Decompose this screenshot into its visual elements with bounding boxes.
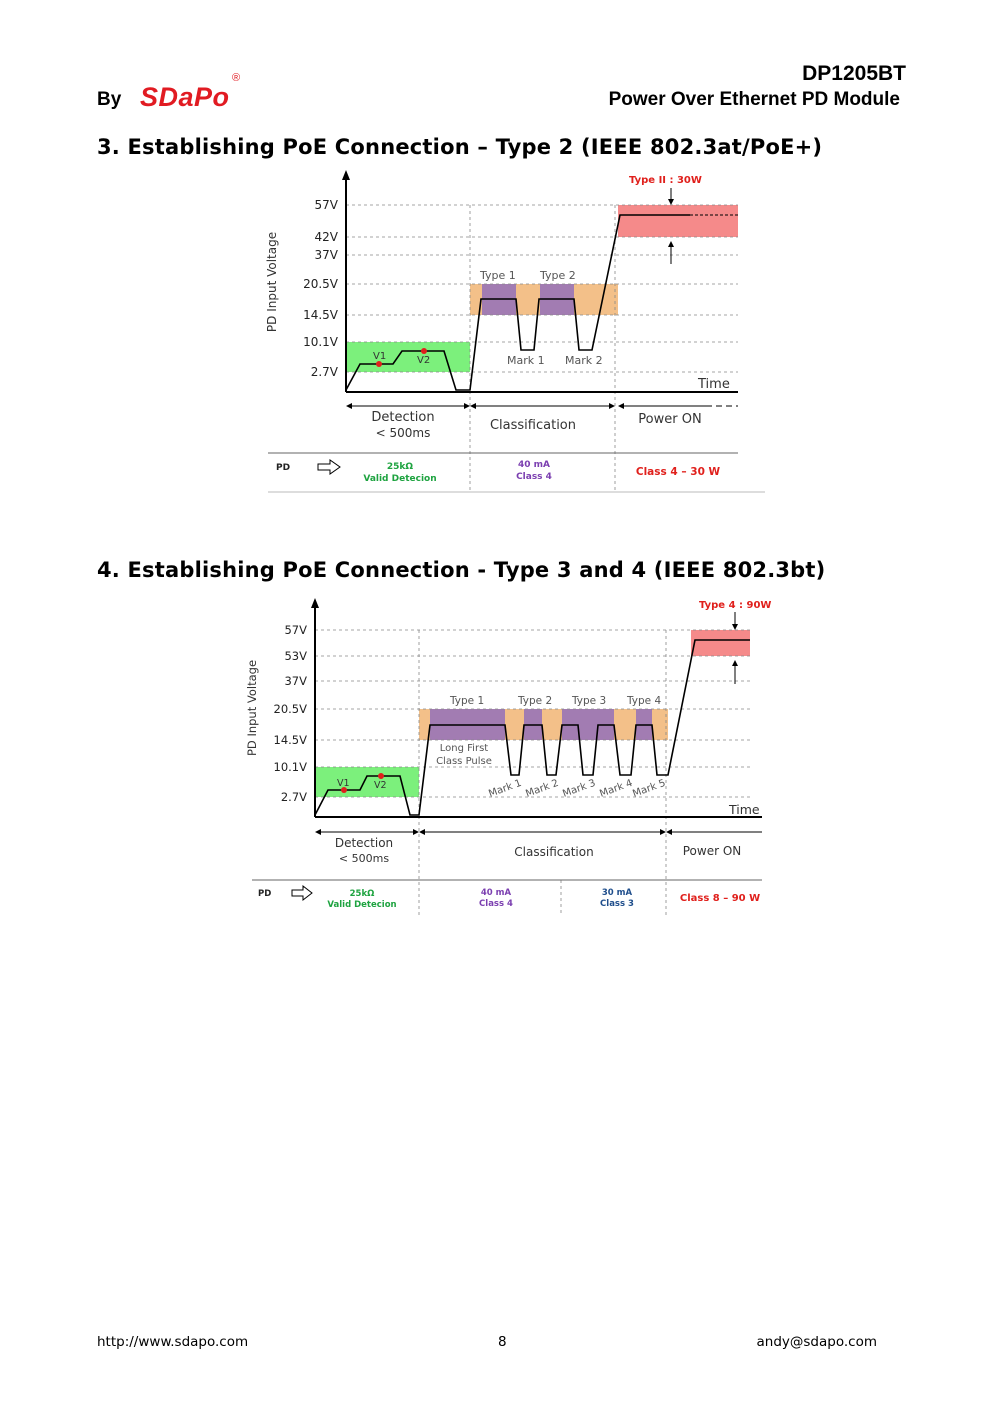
- bt-type2-label: Type 2: [518, 695, 553, 707]
- tick-37v: 37V: [314, 248, 338, 262]
- bt-tick-53v: 53V: [284, 649, 307, 663]
- registered-mark: ®: [232, 72, 241, 84]
- bt-tick-2-7v: 2.7V: [280, 790, 307, 804]
- y-axis-label: PD Input Voltage: [265, 231, 279, 333]
- bt-pd-class-current-1: 40 mA: [480, 888, 512, 898]
- bt-mark1-label: Mark 1: [487, 777, 524, 800]
- tick-10-1v: 10.1V: [303, 335, 338, 349]
- document-subtitle: Power Over Ethernet PD Module: [608, 89, 900, 110]
- model-number: DP1205BT: [802, 62, 906, 85]
- bt-v1-label: V1: [337, 778, 350, 789]
- detection-zone: [346, 342, 470, 372]
- bt-tick-20-5v: 20.5V: [273, 702, 307, 716]
- footer-url[interactable]: http://www.sdapo.com: [97, 1334, 249, 1350]
- bt-type3-label: Type 3: [572, 695, 607, 707]
- tick-57v: 57V: [314, 198, 338, 212]
- bt-mark4-label: Mark 4: [598, 777, 635, 800]
- bt-y-axis-label: PD Input Voltage: [245, 659, 259, 757]
- sdapo-logo: SDaPo: [140, 82, 230, 112]
- bt-pd-power: Class 8 – 90 W: [679, 893, 761, 904]
- bt-long-pulse-line2: Class Pulse: [436, 756, 492, 767]
- bt-tick-57v: 57V: [284, 623, 307, 637]
- bt-pd-detect-value: 25kΩ: [349, 889, 375, 899]
- mark1-label: Mark 1: [507, 354, 545, 367]
- v2-point: [421, 348, 427, 354]
- bt-long-pulse-line1: Long First: [439, 743, 489, 754]
- section-3-title: 3. Establishing PoE Connection – Type 2 (IEEE 802.3at/PoE+): [97, 135, 823, 159]
- bt-power-label: Type 4 : 90W: [699, 600, 772, 611]
- footer-email[interactable]: andy@sdapo.com: [756, 1334, 877, 1350]
- bt-power-zone: [691, 630, 750, 656]
- pd-power: Class 4 – 30 W: [635, 466, 721, 478]
- bt-pd-label: PD: [258, 889, 272, 899]
- bt-detection-zone: [315, 767, 419, 797]
- bt-pd-class-current-2: 30 mA: [601, 888, 633, 898]
- type2-label: Type 2: [540, 269, 576, 282]
- bt-mark5-label: Mark 5: [631, 777, 668, 800]
- pd-class-name: Class 4: [516, 472, 552, 482]
- phase-detection: Detection: [371, 410, 435, 425]
- tick-14-5v: 14.5V: [303, 308, 338, 322]
- bt-tick-14-5v: 14.5V: [273, 733, 307, 747]
- tick-20-5v: 20.5V: [303, 277, 338, 291]
- type1-label: Type 1: [480, 269, 516, 282]
- bt-phase-detection-time: < 500ms: [338, 852, 390, 865]
- v1-label: V1: [373, 351, 387, 362]
- pd-label: PD: [276, 463, 291, 473]
- bt-type4-label: Type 4: [627, 695, 662, 707]
- phase-power-on: Power ON: [638, 412, 702, 427]
- bt-mark3-label: Mark 3: [561, 777, 598, 800]
- bt-v2-label: V2: [374, 780, 387, 791]
- v2-label: V2: [417, 355, 431, 366]
- tick-42v: 42V: [314, 230, 338, 244]
- power-zone: [618, 205, 738, 237]
- bt-phase-classification: Classification: [514, 845, 594, 859]
- bt-tick-10-1v: 10.1V: [273, 760, 307, 774]
- page-number: 8: [498, 1334, 507, 1350]
- pd-detect-value: 25kΩ: [386, 462, 414, 472]
- bt-pd-detect-text: Valid Detecion: [327, 900, 397, 910]
- power-label: Type II : 30W: [629, 175, 702, 186]
- tick-2-7v: 2.7V: [310, 365, 338, 379]
- bt-v2-point: [378, 773, 384, 779]
- phase-classification: Classification: [489, 418, 577, 433]
- bt-phase-power-on: Power ON: [682, 844, 742, 858]
- bt-tick-37v: 37V: [284, 674, 307, 688]
- pd-arrow-icon: [318, 460, 340, 474]
- pd-class-current: 40 mA: [517, 460, 551, 470]
- mark2-label: Mark 2: [565, 354, 603, 367]
- bt-phase-detection: Detection: [334, 836, 394, 850]
- section-4-title: 4. Establishing PoE Connection ‐ Type 3 and 4 (IEEE 802.3bt): [97, 558, 826, 582]
- pd-detect-text: Valid Detecion: [363, 474, 437, 484]
- by-label: By: [97, 89, 122, 110]
- bt-x-axis-label: Time: [729, 802, 760, 817]
- bt-type1-label: Type 1: [450, 695, 485, 707]
- x-axis-label: Time: [698, 377, 730, 392]
- phase-detection-time: < 500ms: [375, 426, 431, 440]
- bt-pd-class-name-2: Class 3: [600, 899, 634, 909]
- bt-mark2-label: Mark 2: [524, 777, 561, 800]
- bt-pd-class-name-1: Class 4: [479, 899, 513, 909]
- bt-pd-arrow-icon: [292, 886, 312, 900]
